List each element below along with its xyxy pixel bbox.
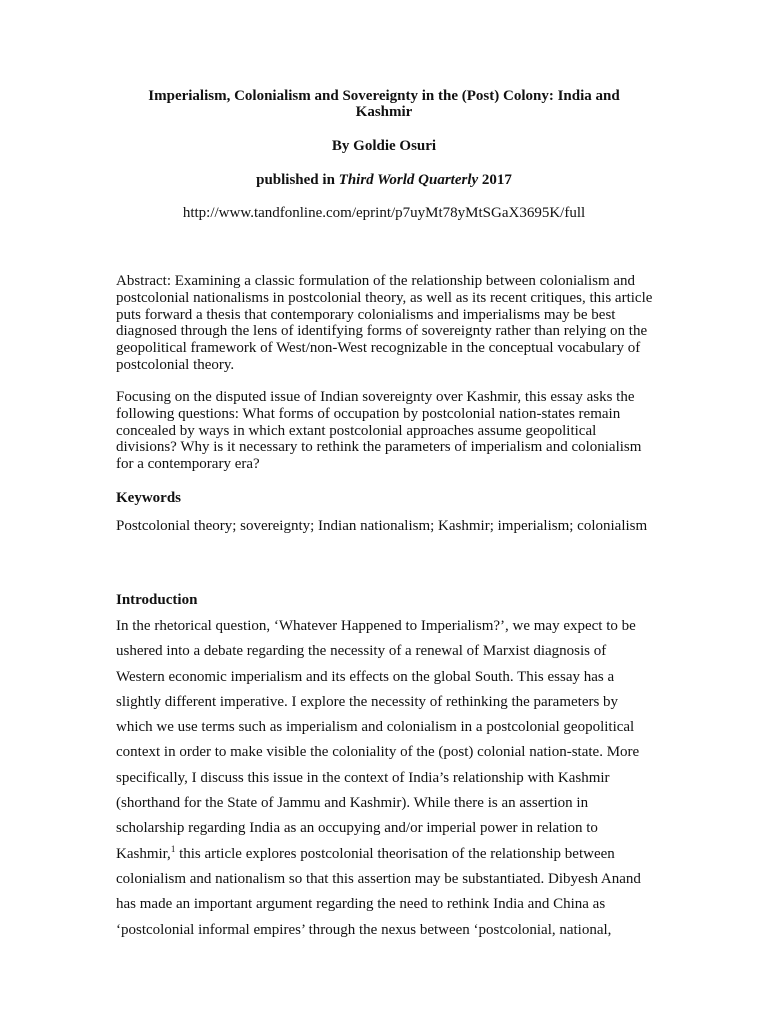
keywords-heading: Keywords (116, 490, 181, 506)
introduction-heading: Introduction (116, 592, 198, 608)
publication-line (0, 172, 768, 189)
publication-year: 2017 (478, 172, 512, 188)
intro-text-part-2: this article explores postcolonial theorisation of the relationship between colonialism and nationalism so that this assertion may be substantiated. Dibyesh Anand has made an important argument regarding the need to rethink India and China as ‘postcolonial informal empires’ through the nexus between ‘postcolonial, national, (116, 845, 641, 938)
intro-text-part-1: In the rhetorical question, ‘Whatever Happened to Imperialism?’, we may expect to be ushered into a debate regarding the necessity of a renewal of Marxist diagnosis of Western economic imperialism and its effects on the global South. This essay has a slightly different imperative. I explore the necessity of rethinking the parameters by which we use terms such as imperialism and colonialism in a postcolonial geopolitical context in order to make visible the coloniality of the (post) colonial nation-state. More specifically, I discuss this issue in the context of India’s relationship with Kashmir (shorthand for the State of Jammu and Kashmir). While there is an assertion in scholarship regarding India as an occupying and/or imperial power in relation to Kashmir, (116, 618, 640, 862)
keywords-list: Postcolonial theory; sovereignty; Indian nationalism; Kashmir; imperialism; colonialism (116, 518, 648, 534)
introduction-paragraph (116, 614, 656, 943)
journal-name: Third World Quarterly (338, 172, 479, 188)
abstract-paragraph: Abstract: Examining a classic formulation of the relationship between colonialism and postcolonial nationalisms in postcolonial theory, as well as its recent critiques, this article puts forward a thesis that contemporary colonialisms and imperialisms may be best diagnosed through the lens of identifying forms of sovereignty rather than relying on the geopolitical framework of West/non-West recognizable in the conceptual vocabulary of postcolonial theory. (116, 273, 653, 373)
article-url[interactable] (0, 205, 768, 222)
author-name: By Goldie Osuri (331, 138, 437, 154)
article-title: Imperialism, Colonialism and Sovereignty in the (Post) Colony: India and Kashmir (148, 88, 620, 120)
abstract-paragraph-2: Focusing on the disputed issue of Indian sovereignty over Kashmir, this essay asks the following questions: What forms of occupation by postcolonial nation-states remain concealed by ways in which extant postcolonial approaches assume geopolitical divisions? Why is it necessary to rethink the parameters of imperialism and colonialism for a contemporary era? (116, 389, 642, 473)
url-text[interactable]: http://www.tandfonline.com/eprint/p7uyMt78yMtSGaX3695K/full (182, 205, 586, 221)
footnote-marker[interactable]: 1 (170, 843, 176, 854)
published-prefix: published in (256, 172, 339, 188)
author-line (0, 138, 768, 155)
